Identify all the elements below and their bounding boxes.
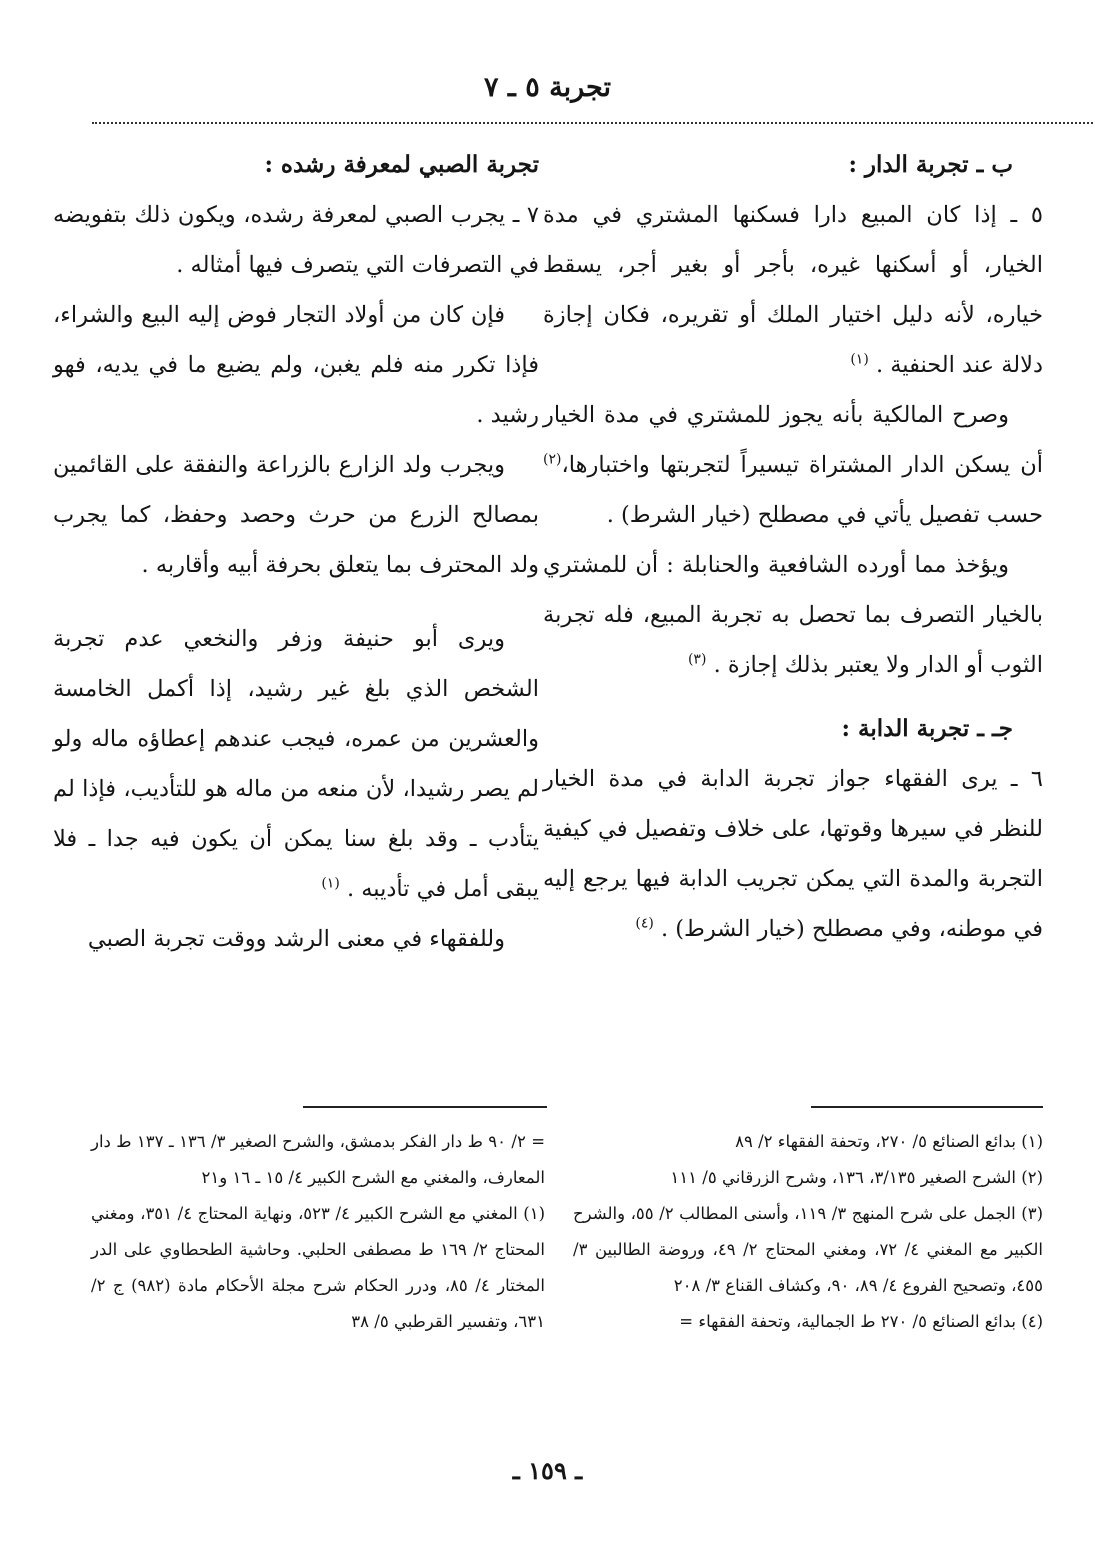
- footnotes-right: [573, 1124, 1043, 1340]
- page-number: ـ ١٥٩ ـ: [512, 1456, 583, 1485]
- footnote: (١) بدائع الصنائع ٥/ ٢٧٠، وتحفة الفقهاء ٢/ ٨٩: [735, 1132, 1043, 1151]
- footnote-ref-4: (٤): [635, 915, 654, 932]
- paragraph-7: ٧ ـ يجرب الصبي لمعرفة رشده، ويكون ذلك بتفويضه في التصرفات التي يتصرف فيها أمثاله .: [53, 202, 539, 278]
- running-head: تجربة ٥ ـ ٧: [484, 72, 611, 103]
- footnote-ref-left-1: (١): [321, 875, 340, 892]
- left-column: [53, 140, 539, 964]
- footnote-ref-1: (١): [850, 351, 869, 368]
- footnote: (٤) بدائع الصنائع ٥/ ٢٧٠ ط الجمالية، وتحفة الفقهاء =: [679, 1312, 1043, 1331]
- paragraph-shafii: ويؤخذ مما أورده الشافعية والحنابلة : أن للمشتري بالخيار التصرف بما تحصل به تجربة المبيع، فله تجربة الثوب أو الدار ولا يعتبر بذلك إجازة . $^{(٣)}$: [543, 552, 1043, 678]
- heading-animal-trial: جـ ـ تجربة الدابة :: [841, 715, 1013, 742]
- right-column: [543, 140, 1043, 954]
- footnote-rule-right: [811, 1106, 1043, 1108]
- footnote: (٢) الشرح الصغير ٣/١٣٥، ١٣٦، وشرح الزرقاني ٥/ ١١١: [670, 1168, 1043, 1187]
- header-dotted-rule: [92, 122, 1095, 124]
- footnote-rule-left: [303, 1106, 547, 1108]
- footnote: = ٢/ ٩٠ ط دار الفكر بدمشق، والشرح الصغير ٣/ ١٣٦ ـ ١٣٧ ط دار المعارف، والمغني مع الشرح الكبير ٤/ ١٥ ـ ١٦ و٢١: [91, 1132, 546, 1187]
- footnote-ref-3: (٣): [687, 651, 707, 668]
- footnote: (١) المغني مع الشرح الكبير ٤/ ٥٢٣، ونهاية المحتاج ٤/ ٣٥١، ومغني المحتاج ٢/ ١٦٩ ط مصطفى الحلبي. وحاشية الطحطاوي على الدر المختار ٤/ ٨٥، ودرر الحكام شرح مجلة الأحكام مادة (٩٨٢) ج ٢/ ٦٣١، وتفسير القرطبي ٥/ ٣٨: [91, 1204, 546, 1331]
- footnotes-left: [91, 1124, 545, 1340]
- paragraph-last: وللفقهاء في معنى الرشد ووقت تجربة الصبي: [87, 926, 505, 952]
- heading-child-trial: تجربة الصبي لمعرفة رشده :: [264, 151, 539, 178]
- paragraph-6: ٦ ـ يرى الفقهاء جواز تجربة الدابة في مدة الخيار للنظر في سيرها وقوتها، على خلاف وتفصيل في كيفية التجربة والمدة التي يمكن تجريب الدابة فيها يرجع إليه في موطنه، وفي مصطلح (خيار الشرط) . $^{(٤)}$: [543, 766, 1043, 942]
- paragraph-maliki: وصرح المالكية بأنه يجوز للمشتري في مدة الخيار أن يسكن الدار المشتراة تيسيراً لتجربتها واختبارها،$^{(٢)}$ حسب تفصيل يأتي في مصطلح (خيار الشرط) .: [543, 402, 1043, 528]
- paragraph-abu-hanifa: ويرى أبو حنيفة وزفر والنخعي عدم تجربة الشخص الذي بلغ غير رشيد، إذا أكمل الخامسة والعشرين من عمره، فيجب عندهم إعطاؤه ماله ولو لم يصر رشيدا، لأن منعه من ماله هو للتأديب، فإذا لم يتأدب ـ وقد بلغ سنا يمكن أن يكون فيه جدا ـ فلا يبقى أمل في تأديبه . $^{(١)}$: [53, 626, 539, 902]
- footnote-ref-2: (٢): [543, 451, 562, 468]
- paragraph-farmer-child: ويجرب ولد الزارع بالزراعة والنفقة على القائمين بمصالح الزرع من حرث وحصد وحفظ، كما يجرب ولد المحترف بما يتعلق بحرفة أبيه وأقاربه .: [53, 452, 539, 578]
- paragraph-5: ٥ ـ إذا كان المبيع دارا فسكنها المشتري في مدة الخيار، أو أسكنها غيره، بأجر أو بغير أجر، يسقط خياره، لأنه دليل اختيار الملك أو تقريره، فكان إجازة دلالة عند الحنفية . $^{(١)}$: [543, 202, 1043, 378]
- paragraph-merchant-child: فإن كان من أولاد التجار فوض إليه البيع والشراء، فإذا تكرر منه فلم يغبن، ولم يضيع ما في يديه، فهو رشيد .: [53, 302, 539, 428]
- footnote: (٣) الجمل على شرح المنهج ٣/ ١١٩، وأسنى المطالب ٢/ ٥٥، والشرح الكبير مع المغني ٤/ ٧٢، ومغني المحتاج ٢/ ٤٩، وروضة الطالبين ٣/ ٤٥٥، وتصحيح الفروع ٤/ ٨٩، ٩٠، وكشاف القناع ٣/ ٢٠٨: [573, 1204, 1043, 1295]
- heading-house-trial: ب ـ تجربة الدار :: [848, 151, 1013, 178]
